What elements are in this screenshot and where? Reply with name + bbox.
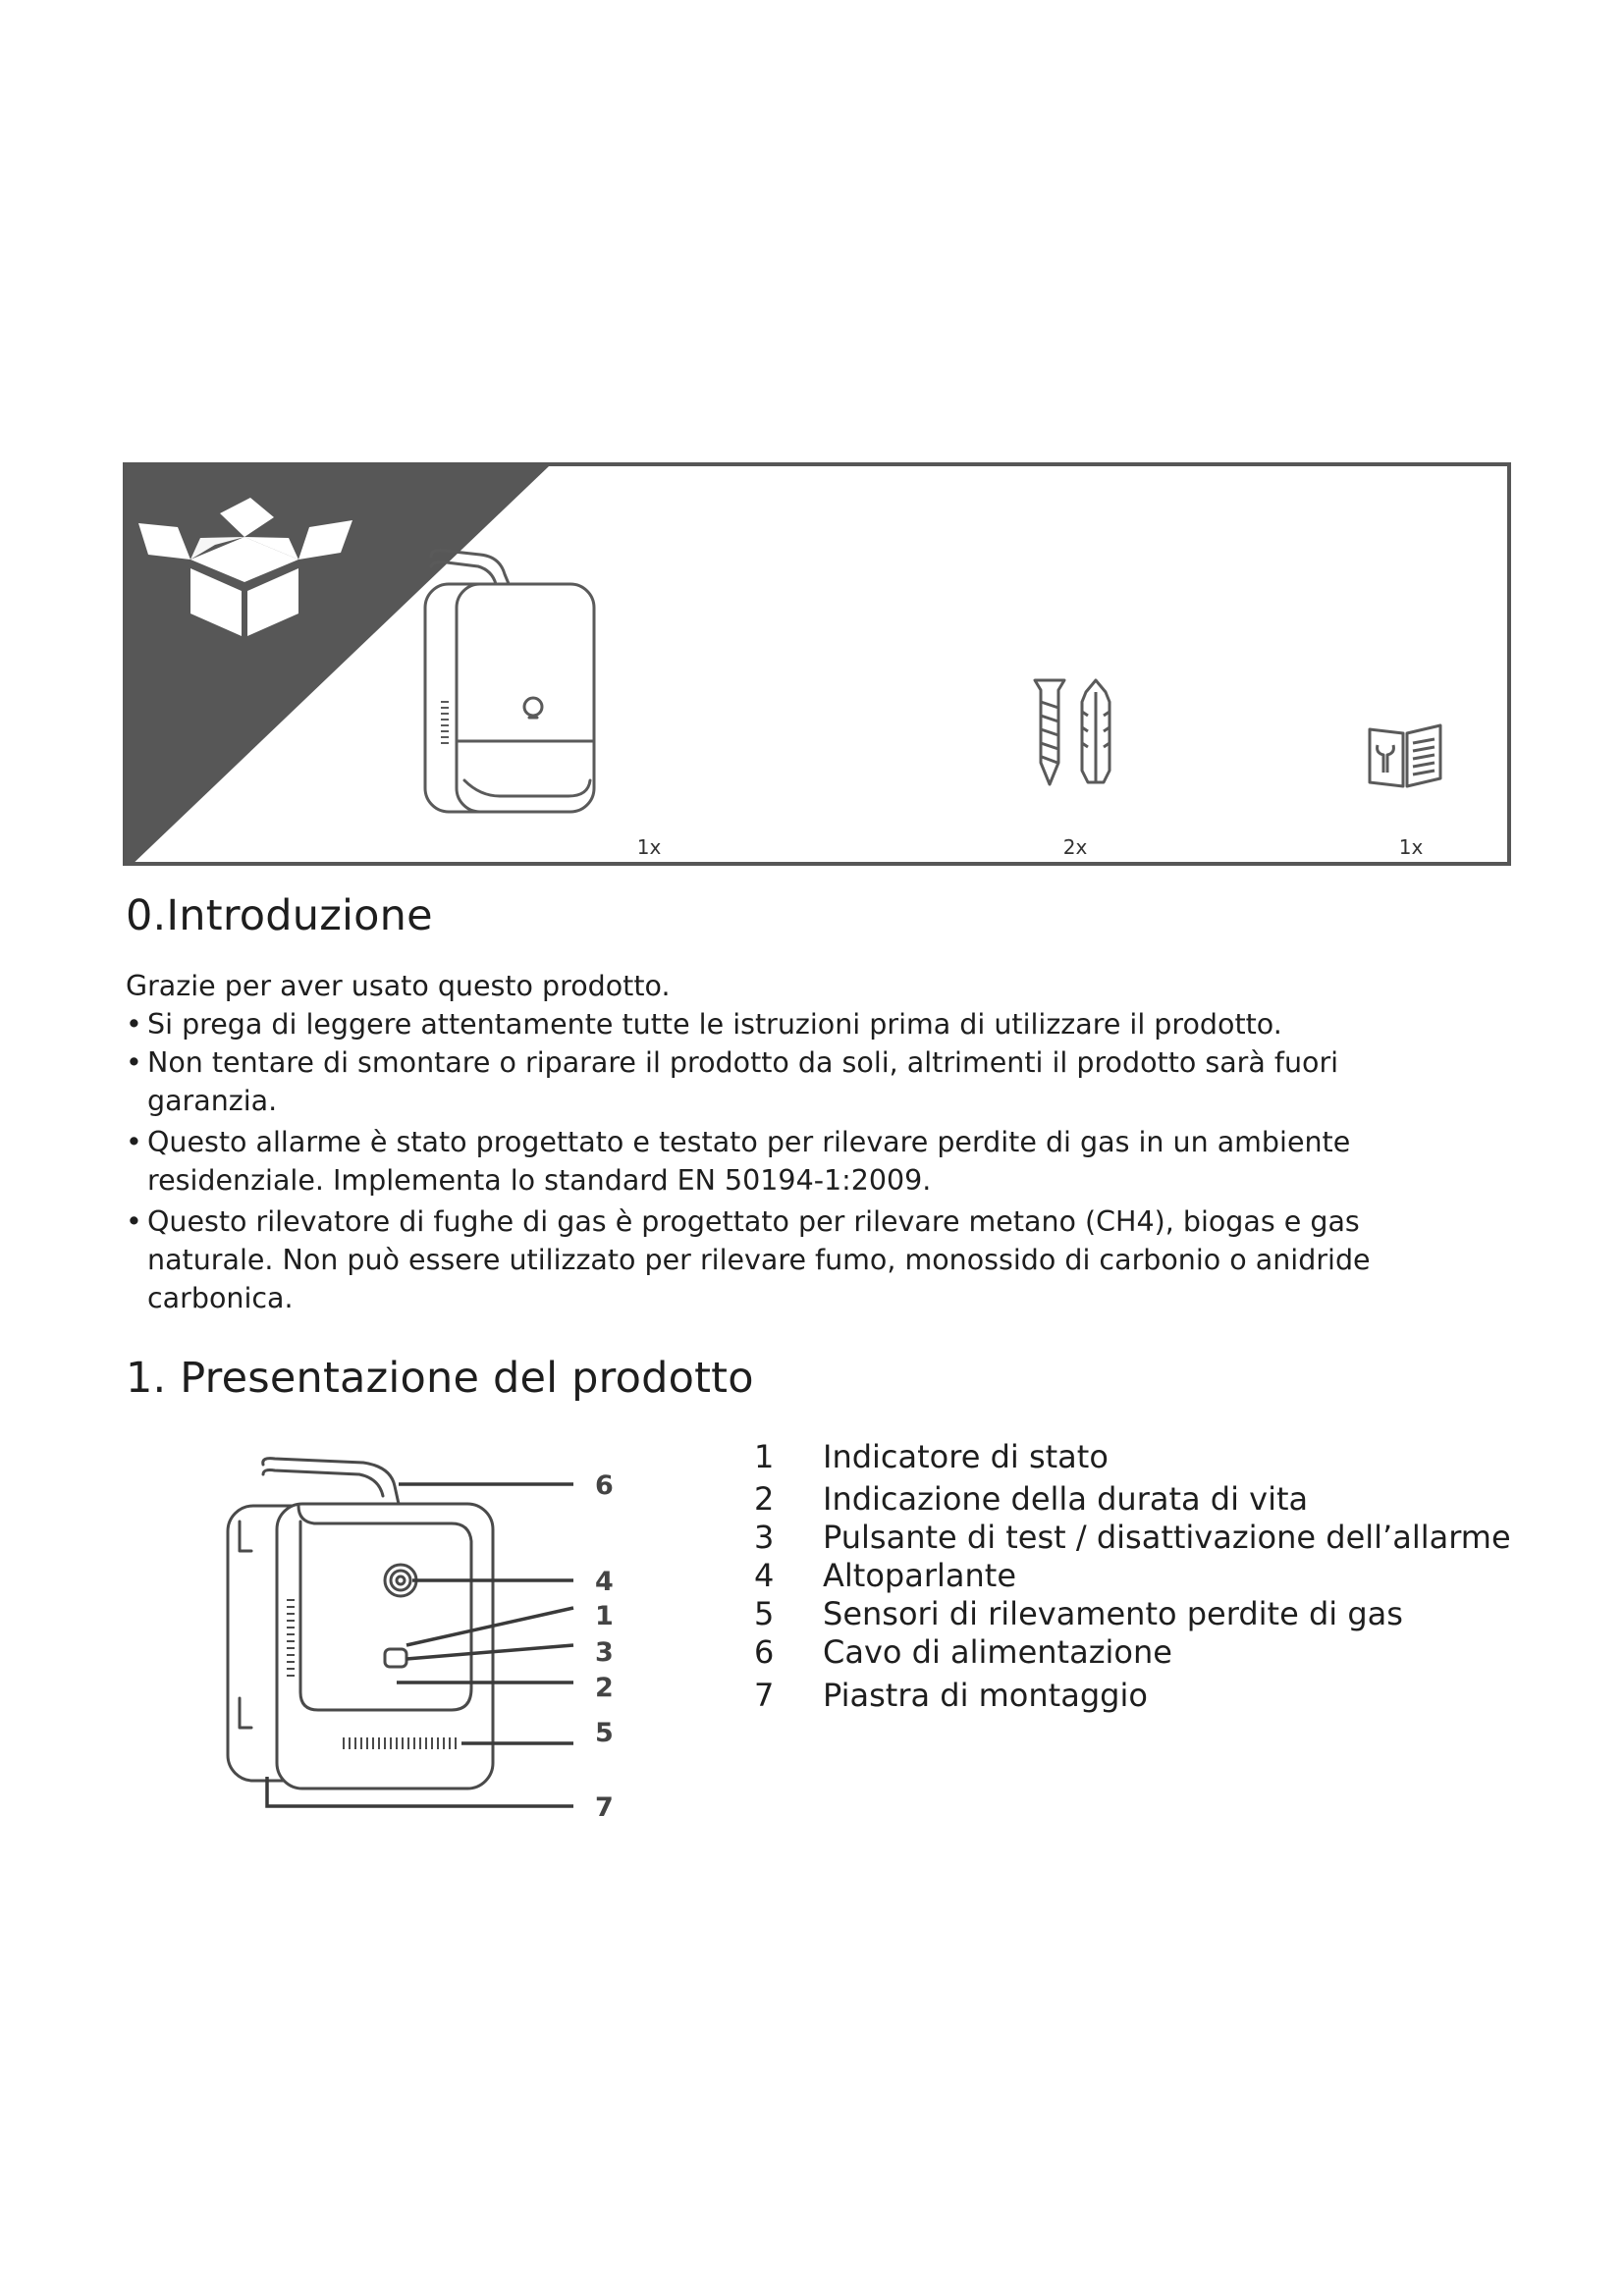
product-heading: 1. Presentazione del prodotto [126,1354,754,1403]
callout-number: 6 [595,1470,614,1501]
callout-number: 3 [595,1637,614,1668]
intro-bullet [126,1043,1500,1120]
callout-number: 7 [595,1792,614,1823]
package-contents-panel [123,462,1511,866]
callout-number: 2 [595,1673,614,1703]
part-number: 3 [754,1519,775,1556]
callout-number: 5 [595,1718,614,1748]
part-label: Piastra di montaggio [823,1677,1148,1714]
intro-bullet-list [126,1005,1500,1317]
bullet-line: residenziale. Implementa lo standard EN 50194-1:2009. [147,1164,932,1197]
power-cable-shape [263,1459,399,1504]
part-number: 5 [754,1595,775,1632]
callout-number: 1 [595,1601,614,1631]
qty-screws: 2x [1062,835,1088,859]
intro-bullet [126,1123,1500,1200]
bullet-line: carbonica. [147,1282,294,1314]
intro-body [126,967,1500,1317]
qty-gas-detector: 1x [636,835,662,859]
intro-lead: Grazie per aver usato questo prodotto. [126,970,671,1002]
part-label: Sensori di rilevamento perdite di gas [823,1595,1403,1632]
bullet-line: • Non tentare di smontare o riparare il prodotto da soli, altrimenti il prodotto sarà fuori [147,1046,1339,1079]
part-number: 6 [754,1633,775,1671]
bullet-line: garanzia. [147,1085,278,1117]
intro-heading: 0.Introduzione [126,891,433,940]
qty-manual: 1x [1398,835,1424,859]
callout-number: 4 [595,1567,614,1597]
part-label: Indicatore di stato [823,1438,1109,1475]
bullet-line: naturale. Non può essere utilizzato per rilevare fumo, monossido di carbonio o anidride [147,1244,1371,1276]
part-label: Altoparlante [823,1557,1016,1594]
manual-icon [1366,720,1444,790]
gas-detector-icon [421,545,608,820]
bullet-line: • Questo allarme è stato progettato e testato per rilevare perdite di gas in un ambiente [147,1126,1351,1158]
part-label: Pulsante di test / disattivazione dell’allarme [823,1519,1511,1556]
part-number: 1 [754,1438,775,1475]
part-label: Indicazione della durata di vita [823,1480,1309,1518]
part-label: Cavo di alimentazione [823,1633,1172,1671]
part-number: 4 [754,1557,775,1594]
part-number: 7 [754,1677,775,1714]
bullet-line: • Si prega di leggere attentamente tutte le istruzioni prima di utilizzare il prodotto. [147,1008,1282,1041]
intro-bullet [126,1005,1500,1043]
bullet-line: • Questo rilevatore di fughe di gas è progettato per rilevare metano (CH4), biogas e gas [147,1205,1360,1238]
screw-and-plug-icon [1025,672,1123,790]
product-diagram [216,1453,628,1836]
part-number: 2 [754,1480,775,1518]
intro-bullet [126,1202,1500,1317]
